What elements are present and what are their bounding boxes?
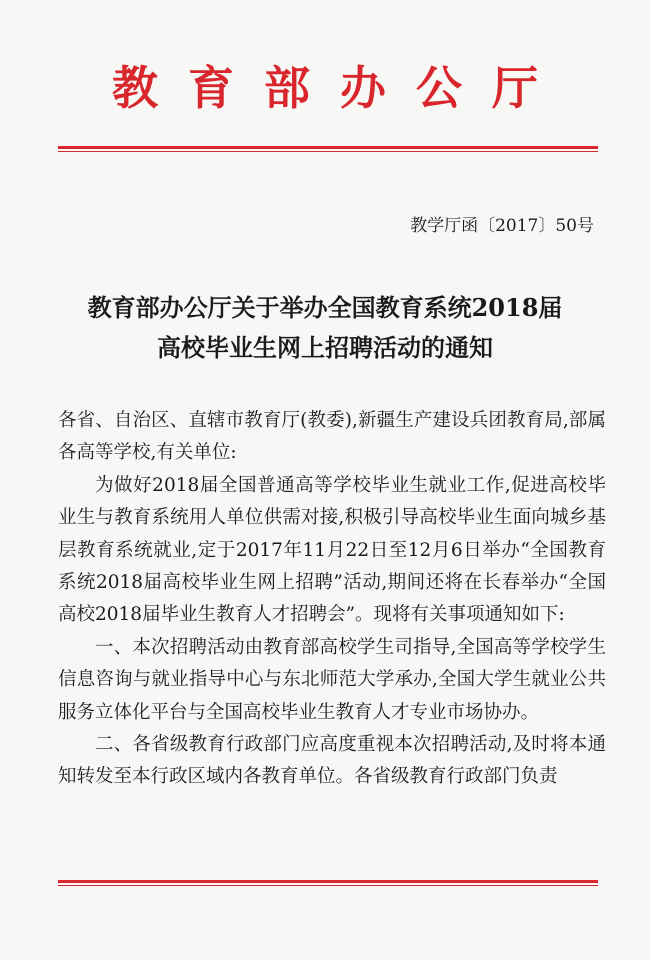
notice-title (40, 288, 610, 368)
item-2-paragraph: 二、各省级教育行政部门应高度重视本次招聘活动,及时将本通知转发至本行政区域内各教育单位。各省级教育行政部门负责 (58, 734, 606, 788)
document-number: 教学厅函〔2017〕50号 (410, 216, 594, 236)
letterhead-title: 教育部办公厅 (112, 61, 568, 115)
item-1-paragraph: 一、本次招聘活动由教育部高校学生司指导,全国高等学校学生信息咨询与就业指导中心与东北师范大学承办,全国大学生就业公共服务立体化平台与全国高校毕业生教育人才专业市场协办。 (58, 636, 606, 723)
notice-title-line-2: 高校毕业生网上招聘活动的通知 (157, 333, 493, 362)
letterhead-red-rule-top (58, 146, 598, 152)
notice-title-line-1: 教育部办公厅关于举办全国教育系统2018届 (87, 293, 563, 322)
intro-paragraph: 为做好2018届全国普通高等学校毕业生就业工作,促进高校毕业生与教育系统用人单位供需对接,积极引导高校毕业生面向城乡基层教育系统就业,定于2017年11月22日至12月6日举办“全国教育系统2018届高校毕业生网上招聘”活动,期间还将在长春举办“全国高校2018届毕业生教育人才招聘会”。现将有关事项通知如下: (58, 474, 606, 626)
addressees: 各省、自治区、直辖市教育厅(教委),新疆生产建设兵团教育局,部属各高等学校,有关单位: (58, 410, 606, 464)
notice-body (58, 405, 606, 794)
footer-red-rule (58, 880, 598, 886)
